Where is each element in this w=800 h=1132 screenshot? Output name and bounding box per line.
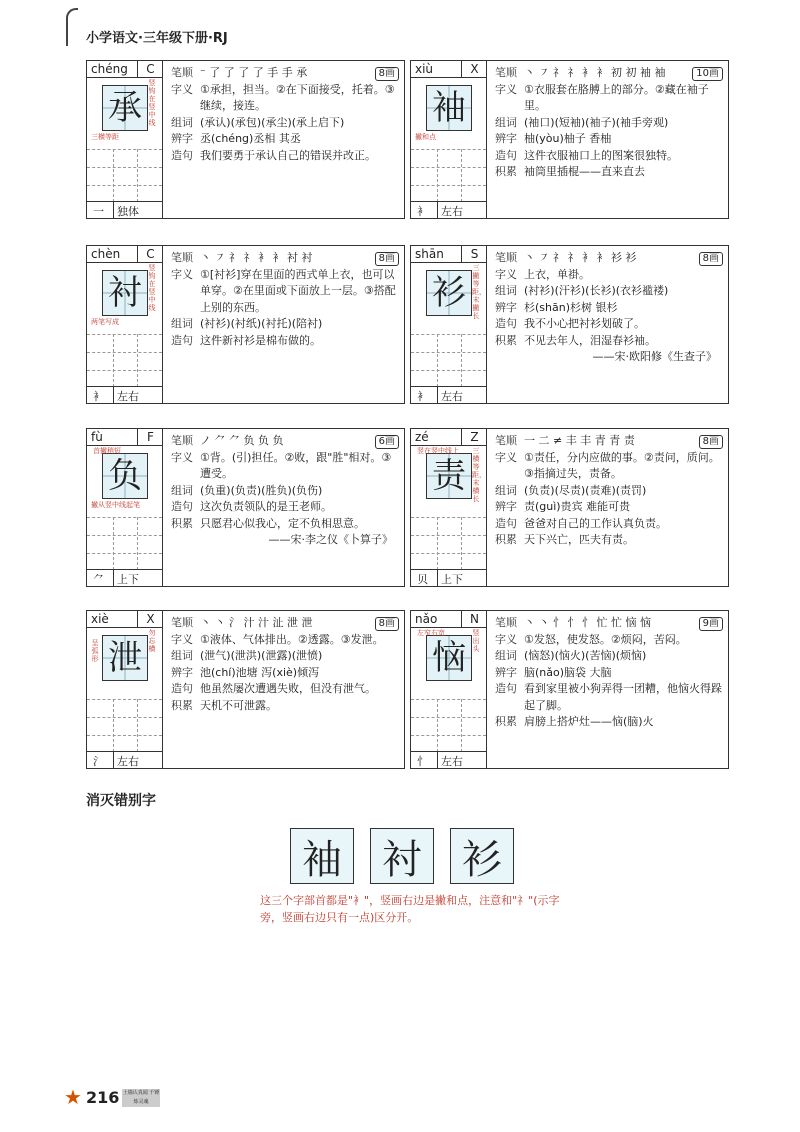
bishun-row: 笔顺 ノ ⺈ ⺈ 负 负 负 6画 (171, 433, 401, 450)
char-info (495, 615, 725, 731)
stroke-order: 丶 ㇇ 礻 礻 衤 衤 衫 衫 (524, 251, 637, 264)
radical: 衤 (93, 390, 104, 403)
char-card-2 (86, 245, 405, 404)
stroke-count-badge: 8画 (699, 252, 723, 266)
bishun-row: 笔顺 丶 ㇇ 礻 礻 衤 衤 初 初 袖 袖 10画 (495, 65, 725, 82)
capital-letter: X (146, 612, 155, 626)
section-title: 消灭错别字 (86, 793, 156, 809)
zaoju-row: 造句 这件衣服袖口上的图案很独特。 (495, 148, 678, 162)
pinyin-row (87, 61, 162, 78)
ziyi-row: 字义 ①背。(引)担任。②败，跟"胜"相对。③遭受。 (171, 450, 392, 480)
pinyin: nǎo (415, 612, 438, 626)
bishun-row: 笔顺 丶 丶 氵 汁 汁 沚 泄 泄 8画 (171, 615, 401, 632)
stroke-count-badge: 9画 (699, 617, 723, 631)
jilei-source: ——宋·欧阳修《生查子》 (592, 350, 717, 363)
char-grid (87, 61, 163, 218)
radical: 衤 (417, 205, 428, 218)
stroke-note: 三撇等距，末撇长 (472, 264, 486, 320)
pinyin-row (411, 429, 486, 446)
pinyin: chèn (91, 247, 121, 261)
structure: 左右 (441, 205, 463, 218)
page-number: 216 (86, 1088, 120, 1107)
ziyi-row: 字义 ①衣服套在胳膊上的部分。②藏在袖子里。 (495, 82, 709, 112)
stroke-note: 勿忘横 (148, 629, 156, 653)
structure: 左右 (117, 755, 139, 768)
structure: 上下 (117, 573, 139, 586)
capital-letter: C (146, 62, 155, 76)
zaoju-row: 造句 我不小心把衬衫划破了。 (495, 317, 645, 330)
radical: 忄 (417, 755, 428, 768)
jilei-row: 积累 天下兴亡，匹夫有责。 (495, 533, 634, 546)
jilei-row: 积累 袖筒里插棍——直来直去 (495, 165, 645, 178)
capital-letter: Z (470, 430, 479, 444)
ziyi-row: 字义 上衣，单褂。 (495, 267, 590, 281)
pinyin-row (87, 246, 162, 263)
main-character: 衬 (102, 270, 148, 316)
stroke-order: ⁻ 了 了 了 了 手 手 承 (200, 66, 308, 79)
zuci-row: 组词 (承认)(承包)(承尘)(承上启下) (171, 115, 345, 129)
stroke-note: 竖在竖中线上 (417, 447, 459, 455)
pinyin-row (411, 246, 486, 263)
zuci-row: 组词 (负重)(负责)(胜负)(负伤) (171, 483, 323, 497)
char-grid (411, 61, 487, 218)
bishun-row: 笔顺 丶 ㇇ 礻 礻 衤 衤 衬 衬 8画 (171, 250, 401, 267)
char-grid (411, 246, 487, 403)
char-info (171, 65, 401, 164)
bishun-row: 笔顺 丶 丶 忄 忄 忄 忙 忙 恼 恼 9画 (495, 615, 725, 632)
section-note: 这三个字部首都是"衤"，竖画右边是撇和点，注意和"礻"(示字旁，竖画右边只有一点)区分开。 (260, 894, 560, 924)
stroke-count-badge: 8画 (375, 252, 399, 266)
pinyin: xiè (91, 612, 109, 626)
compare-char-1: 袖 (290, 828, 354, 884)
main-character: 袖 (426, 85, 472, 131)
stroke-note: 呈弧形 (91, 639, 99, 663)
stroke-count-badge: 8画 (375, 617, 399, 631)
char-grid (87, 429, 163, 586)
stroke-note: 三横等距 (91, 133, 119, 141)
main-character: 衫 (426, 270, 472, 316)
pinyin-row (87, 429, 162, 446)
char-card-4 (86, 428, 405, 587)
bianzi-row: 辨字 脑(nǎo)脑袋 大脑 (495, 665, 612, 679)
ziyi-row: 字义 ①责任，分内应做的事。②责问，质问。③指摘过失，责备。 (495, 450, 720, 480)
stroke-count-badge: 8画 (375, 67, 399, 81)
structure: 左右 (441, 390, 463, 403)
ziyi-row: 字义 ①液体、气体排出。②透露。③发泄。 (171, 632, 384, 646)
stroke-order: 丶 ㇇ 礻 礻 衤 衤 初 初 袖 袖 (524, 66, 666, 79)
stroke-order: 丶 ㇇ 礻 礻 衤 衤 衬 衬 (200, 251, 313, 264)
stroke-note: 首撇稍短 (93, 447, 121, 455)
stroke-order: ノ ⺈ ⺈ 负 负 负 (200, 434, 284, 447)
pinyin: shān (415, 247, 444, 261)
radical-row (87, 386, 162, 403)
zuci-row: 组词 (衬衫)(衬纸)(衬托)(陪衬) (171, 317, 323, 330)
stroke-note: 竖钩在竖中线 (148, 79, 156, 127)
char-card-3 (410, 245, 729, 404)
bianzi-row: 辨字 池(chí)池塘 泻(xiè)倾泻 (171, 665, 320, 679)
capital-letter: N (470, 612, 479, 626)
pinyin: chéng (91, 62, 128, 76)
char-grid (87, 611, 163, 768)
bianzi-row: 辨字 责(guì)贵宾 难能可贵 (495, 500, 631, 513)
stroke-note: 左窄右宽 (417, 629, 445, 637)
zuci-row: 组词 (袖口)(短袖)(袖子)(袖手旁观) (495, 115, 669, 129)
char-card-1 (410, 60, 729, 219)
page-corner-mark (66, 8, 78, 46)
char-info (495, 433, 725, 549)
jilei-row: 积累 天机不可泄露。 (171, 698, 277, 712)
char-info (171, 250, 401, 349)
stroke-note: 竖钩在竖中线 (148, 264, 156, 312)
radical-row (411, 201, 486, 218)
char-info (171, 615, 401, 714)
stroke-note: 撇从竖中线起笔 (91, 501, 140, 509)
jilei-row: 积累 肩膀上搭炉灶——恼(脑)火 (495, 715, 654, 728)
zaoju-row: 造句 这次负责领队的是王老师。 (171, 500, 332, 513)
bishun-row: 笔顺 丶 ㇇ 礻 礻 衤 衤 衫 衫 8画 (495, 250, 725, 267)
char-card-0 (86, 60, 405, 219)
ziyi-row: 字义 ①发怒，使发怒。②烦闷，苦闷。 (495, 632, 687, 646)
star-icon: ★ (64, 1085, 82, 1109)
stroke-order: 丶 丶 氵 汁 汁 沚 泄 泄 (200, 616, 313, 629)
pinyin: zé (415, 430, 429, 444)
page-header: 小学语文·三年级下册·RJ (86, 31, 228, 46)
radical-row (87, 201, 162, 218)
main-character: 承 (102, 85, 148, 131)
stroke-order: 一 二 ≠ 丰 丰 青 青 责 (524, 434, 635, 447)
main-character: 负 (102, 453, 148, 499)
pinyin-row (87, 611, 162, 628)
main-character: 责 (426, 453, 472, 499)
radical-row (411, 569, 486, 586)
radical: 贝 (417, 573, 428, 586)
main-character: 泄 (102, 635, 148, 681)
bishun-row: 笔顺 ⁻ 了 了 了 了 手 手 承 8画 (171, 65, 401, 82)
jilei-row: 积累 只愿君心似我心，定不负相思意。 (171, 516, 365, 530)
pinyin-row (411, 61, 486, 78)
compare-char-3: 衫 (450, 828, 514, 884)
zuci-row: 组词 (负责)(尽责)(责难)(责罚) (495, 483, 647, 497)
bianzi-row: 辨字 丞(chéng)丞相 其丞 (171, 132, 301, 145)
structure: 左右 (441, 755, 463, 768)
stroke-note: 竖出头 (472, 629, 480, 653)
structure: 独体 (117, 205, 139, 218)
capital-letter: S (470, 247, 479, 261)
char-info (495, 250, 725, 366)
structure: 左右 (117, 390, 139, 403)
radical: 氵 (93, 755, 104, 768)
ziyi-row: 字义 ①承担，担当。②在下面接受，托着。③继续，接连。 (171, 82, 395, 112)
main-character: 恼 (426, 635, 472, 681)
bianzi-row: 辨字 杉(shān)杉树 银杉 (495, 300, 618, 314)
char-card-6 (86, 610, 405, 769)
radical: ⺈ (93, 573, 104, 586)
stroke-note: 两笔写成 (91, 318, 119, 326)
char-grid (87, 246, 163, 403)
stroke-order: 丶 丶 忄 忄 忄 忙 忙 恼 恼 (524, 616, 651, 629)
zaoju-row: 造句 看到家里被小狗弄得一团糟，他恼火得跺起了脚。 (495, 682, 722, 712)
radical: 衤 (417, 390, 428, 403)
char-grid (411, 611, 487, 768)
radical-row (411, 386, 486, 403)
char-grid (411, 429, 487, 586)
jilei-source: ——宋·李之仪《卜算子》 (268, 533, 393, 546)
ziyi-row: 字义 ①[衬衫]穿在里面的西式单上衣，也可以单穿。②在里面或下面放上一层。③搭配上别的东西。 (171, 267, 396, 314)
radical-row (87, 751, 162, 768)
radical: 一 (93, 205, 104, 218)
stroke-note: 撇和点 (415, 133, 436, 141)
capital-letter: F (147, 430, 154, 444)
zaoju-row: 造句 我们要勇于承认自己的错误并改正。 (171, 148, 376, 162)
pinyin: fù (91, 430, 103, 444)
structure: 上下 (441, 573, 463, 586)
char-card-7 (410, 610, 729, 769)
bishun-row: 笔顺 一 二 ≠ 丰 丰 青 青 责 8画 (495, 433, 725, 450)
zuci-row: 组词 (泄气)(泄洪)(泄露)(泄愤) (171, 649, 323, 662)
bianzi-row: 辨字 柚(yòu)柚子 香柚 (495, 132, 612, 145)
stroke-note: 三横等距，末横长 (472, 447, 486, 503)
zaoju-row: 造句 爸爸对自己的工作认真负责。 (495, 516, 667, 530)
zaoju-row: 造句 这件新衬衫是棉布做的。 (171, 333, 321, 347)
pinyin: xiù (415, 62, 434, 76)
zaoju-row: 造句 他虽然屡次遭遇失败，但没有泄气。 (171, 682, 376, 695)
char-info (495, 65, 725, 181)
stroke-count-badge: 6画 (375, 435, 399, 449)
stroke-count-badge: 10画 (692, 67, 723, 81)
radical-row (87, 569, 162, 586)
capital-letter: C (146, 247, 155, 261)
jilei-row: 积累 不见去年人，泪湿春衫袖。 (495, 333, 656, 347)
pinyin-row (411, 611, 486, 628)
zuci-row: 组词 (恼怒)(恼火)(苦恼)(烦恼) (495, 649, 647, 662)
char-info (171, 433, 401, 549)
footer-tag: 土墙认真闻 千锤炼灵魂 (122, 1090, 160, 1105)
zuci-row: 组词 (衬衫)(汗衫)(长衫)(衣衫褴褛) (495, 284, 669, 297)
radical-row (411, 751, 486, 768)
capital-letter: X (470, 62, 479, 76)
compare-char-2: 衬 (370, 828, 434, 884)
char-card-5 (410, 428, 729, 587)
stroke-count-badge: 8画 (699, 435, 723, 449)
